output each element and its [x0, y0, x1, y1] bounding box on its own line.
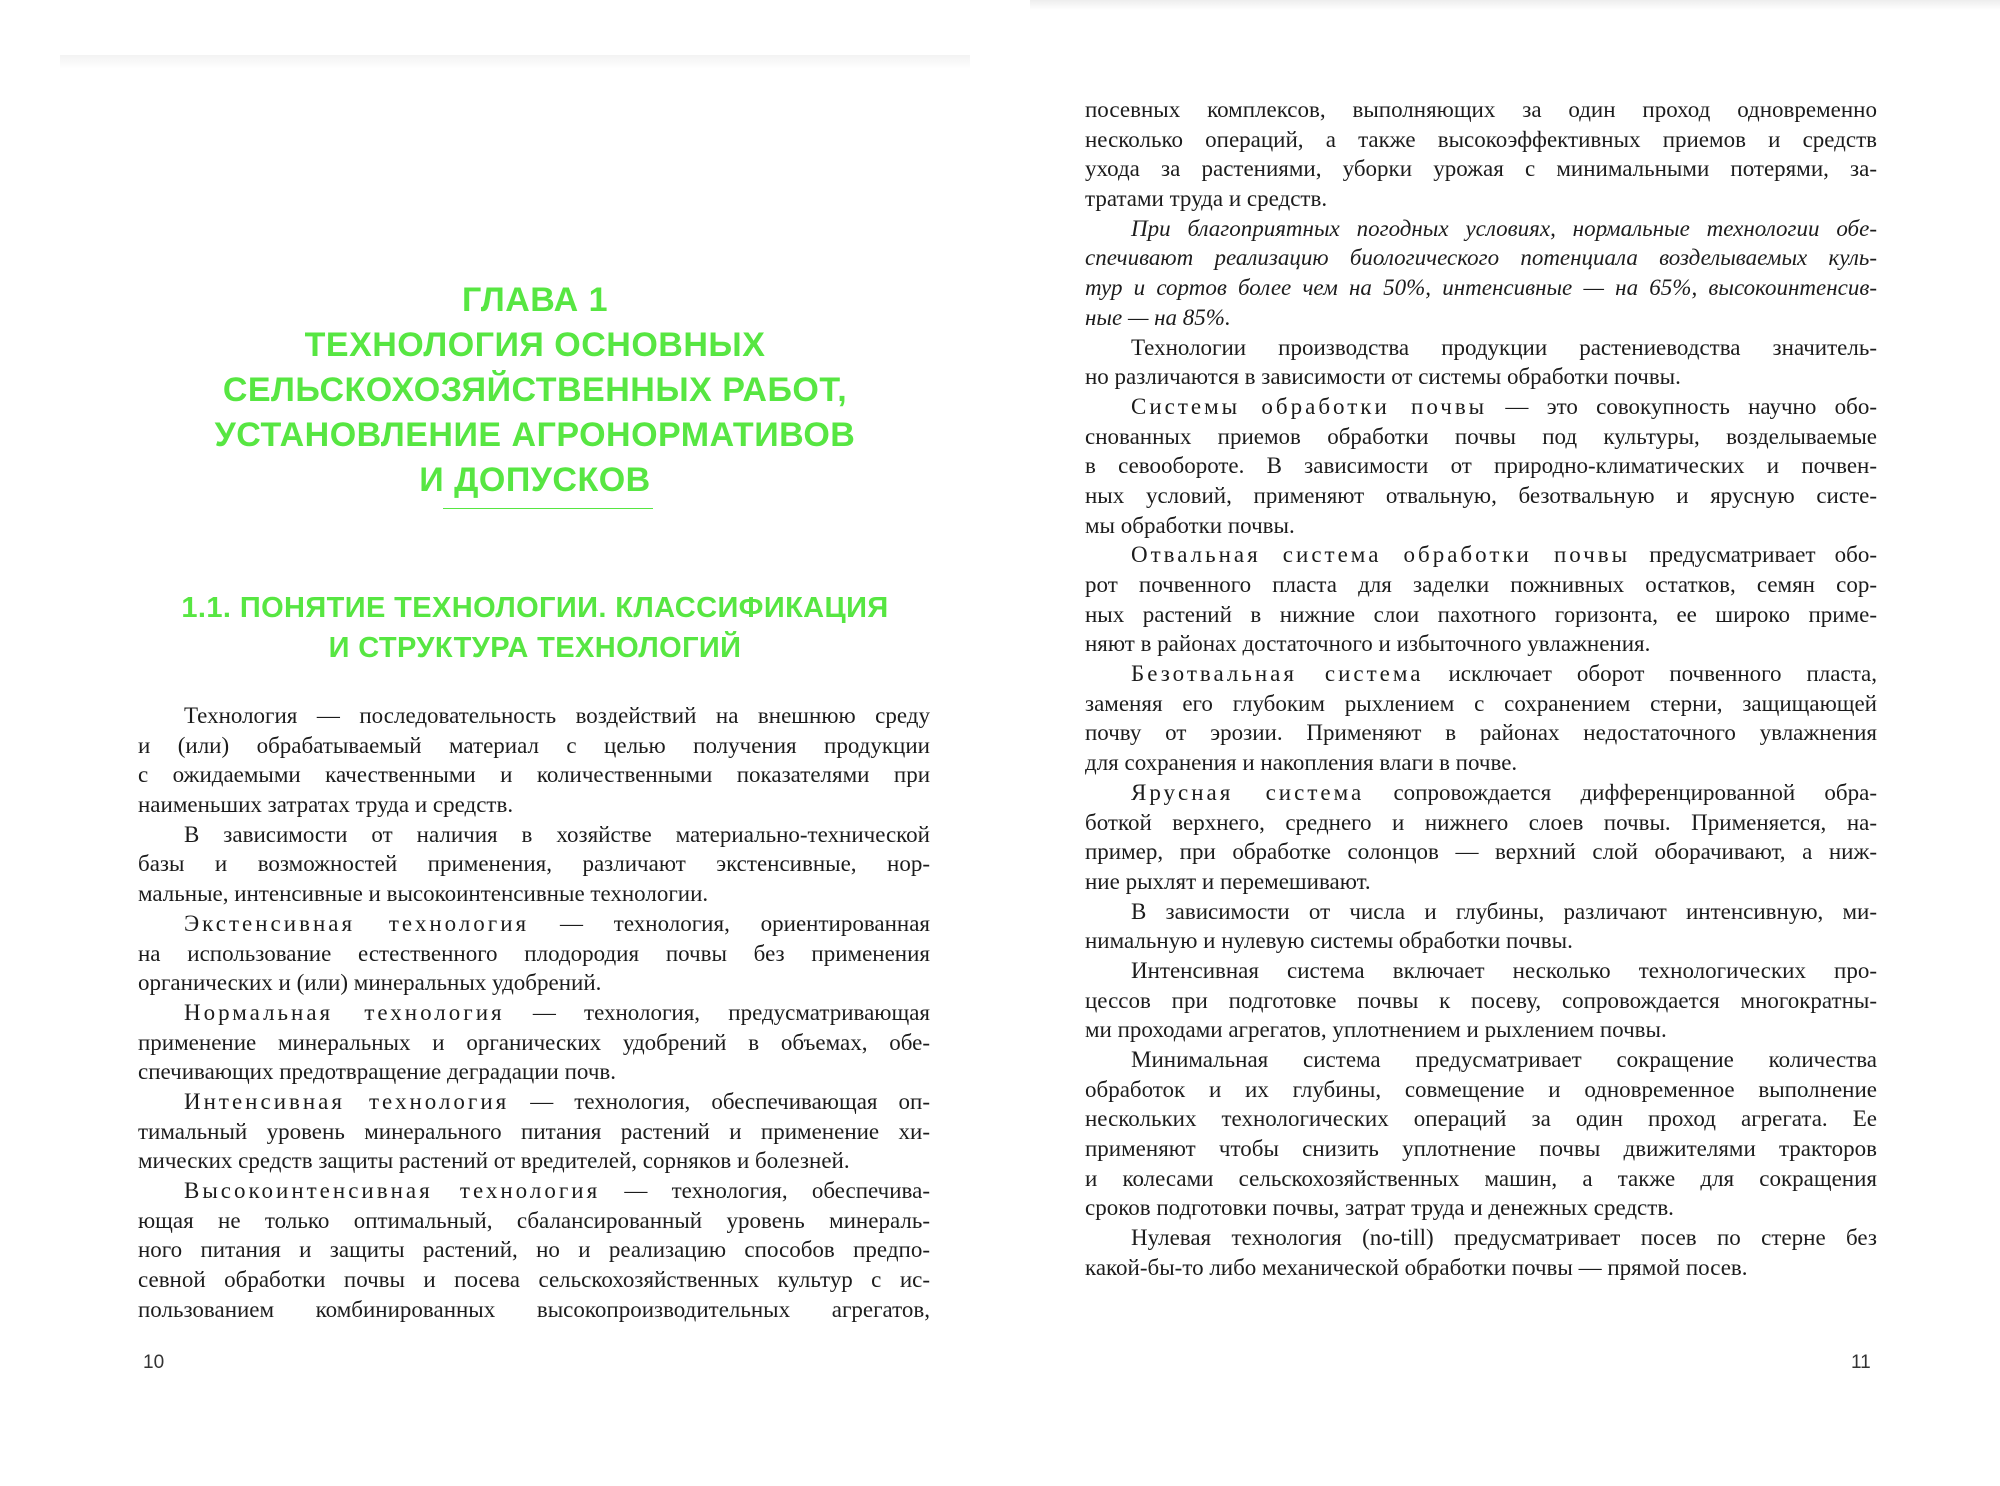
- text-line: тратами труда и средств.: [1085, 186, 1328, 212]
- text-line: Технологии производства продукции растениеводства значитель-: [1131, 334, 1877, 360]
- right-page: [1000, 0, 2000, 1486]
- text-line: пример, при обработке солонцов — верхний слой оборачивают, а ниж-: [1085, 839, 1877, 865]
- text-line: базы и возможностей применения, различают экстенсивные, нор-: [138, 851, 930, 877]
- text-line: сроков подготовки почвы, затрат труда и денежных средств.: [1085, 1195, 1674, 1221]
- text-line: но различаются в зависимости от системы обработки почвы.: [1085, 364, 1681, 390]
- chapter-title-line: УСТАНОВЛЕНИЕ АГРОНОРМАТИВОВ: [214, 416, 856, 454]
- text-line: тимальный уровень минерального питания растений и применение хи-: [138, 1118, 930, 1144]
- text-line: применение минеральных и органических удобрений в объемах, обе-: [138, 1029, 930, 1055]
- text-line: цессов при подготовке почвы к посеву, сопровождается многократны-: [1085, 987, 1877, 1013]
- text-line: В зависимости от наличия в хозяйстве материально-технической: [184, 821, 930, 847]
- text-line: с ожидаемыми качественными и количественными показателями при: [138, 762, 930, 788]
- text-line: мических средств защиты растений от вредителей, сорняков и болезней.: [138, 1148, 850, 1174]
- text-line: Минимальная система предусматривает сокращение количества: [1131, 1047, 1877, 1072]
- text-line: боткой верхнего, среднего и нижнего слоев почвы. Применяется, на-: [1085, 809, 1877, 835]
- term-non-moldboard-system: Безотвальная система: [1131, 661, 1424, 687]
- text-line: ных растений в нижние слои пахотного горизонта, ее широко приме-: [1085, 601, 1877, 627]
- term-extensive: Экстенсивная технология: [184, 910, 530, 936]
- right-body-text: [1085, 95, 1877, 1283]
- text-line: Нулевая технология (no-till) предусматривает посев по стерне без: [1131, 1225, 1877, 1251]
- text-line: ние рыхлят и перемешивают.: [1085, 868, 1371, 894]
- text-line: Интенсивная система включает несколько технологических про-: [1131, 957, 1877, 983]
- text-line: снованных приемов обработки почвы под культуры, возделываемые: [1085, 423, 1877, 449]
- text-line: какой-бы-то либо механической обработки почвы — прямой посев.: [1085, 1254, 1748, 1280]
- text-line: Ярусная система сопровождается дифференцированной обра-: [1131, 779, 1877, 805]
- text-line: пользованием комбинированных высокопроизводительных агрегатов,: [138, 1296, 930, 1322]
- text-line: Безотвальная система исключает оборот почвенного пласта,: [1131, 661, 1877, 687]
- text-line: и (или) обрабатываемый материал с целью получения продукции: [138, 732, 930, 758]
- term-normal: Нормальная технология: [184, 999, 505, 1025]
- text-line: няют в районах достаточного и избыточного увлажнения.: [1085, 631, 1651, 657]
- section-title: [140, 588, 930, 668]
- text-line: несколько операций, а также высокоэффективных приемов и средств: [1085, 126, 1877, 152]
- text-line: органических и (или) минеральных удобрений.: [138, 970, 602, 996]
- text-line: наименьших затратах труда и средств.: [138, 792, 514, 818]
- chapter-title-line: ТЕХНОЛОГИЯ ОСНОВНЫХ: [304, 326, 766, 364]
- text-line: Интенсивная технология — технология, обеспечивающая оп-: [184, 1088, 930, 1114]
- text-line: обработок и их глубины, совмещение и одновременное выполнение: [1085, 1076, 1877, 1102]
- text-line: мы обработки почвы.: [1085, 512, 1295, 538]
- term-tiered-system: Ярусная система: [1131, 779, 1365, 805]
- text-line: ухода за растениями, уборки урожая с минимальными потерями, за-: [1085, 156, 1877, 182]
- text-line: мальные, интенсивные и высокоинтенсивные технологии.: [138, 881, 709, 907]
- page-number-left: 10: [143, 1352, 165, 1373]
- text-line: заменяя его глубоким рыхлением с сохранением стерни, защищающей: [1085, 690, 1877, 716]
- text-line: в севообороте. В зависимости от природно-климатических и почвен-: [1085, 453, 1877, 479]
- chapter-divider: [443, 508, 653, 509]
- term-moldboard-system: Отвальная система обработки почвы: [1131, 542, 1631, 568]
- text-line-italic: тур и сортов более чем на 50%, интенсивные — на 65%, высокоинтенсив-: [1085, 275, 1877, 301]
- term-tillage-systems: Системы обработки почвы: [1131, 393, 1488, 419]
- text-line: ных условий, применяют отвальную, безотвальную и ярусную систе-: [1085, 482, 1877, 508]
- chapter-title-line: СЕЛЬСКОХОЗЯЙСТВЕННЫХ РАБОТ,: [222, 371, 848, 409]
- text-line: Технология — последовательность воздействий на внешнюю среду: [184, 703, 930, 728]
- left-body-text: [138, 701, 930, 1324]
- text-line-italic: спечивают реализацию биологического потенциала возделываемых куль-: [1085, 245, 1877, 271]
- text-line: нимальную и нулевую системы обработки почвы.: [1085, 928, 1573, 954]
- text-line: рот почвенного пласта для заделки пожнивных остатков, семян сор-: [1085, 572, 1877, 597]
- section-title-line: И СТРУКТУРА ТЕХНОЛОГИЙ: [328, 632, 742, 664]
- chapter-title-line: И ДОПУСКОВ: [419, 461, 651, 499]
- text-line: ющая не только оптимальный, сбалансированный уровень минераль-: [138, 1207, 930, 1233]
- text-line: почву от эрозии. Применяют в районах недостаточного увлажнения: [1085, 720, 1877, 746]
- chapter-title-line: ГЛАВА 1: [461, 281, 609, 319]
- chapter-title: [195, 278, 875, 503]
- text-line: и колесами сельскохозяйственных машин, а также для сокращения: [1085, 1165, 1877, 1191]
- section-title-line: 1.1. ПОНЯТИЕ ТЕХНОЛОГИИ. КЛАССИФИКАЦИЯ: [181, 592, 889, 624]
- text-line: ми проходами агрегатов, уплотнением и рыхлением почвы.: [1085, 1017, 1667, 1043]
- text-line: посевных комплексов, выполняющих за один проход одновременно: [1085, 97, 1877, 122]
- term-high-intensive: Высокоинтенсивная технология: [184, 1178, 601, 1203]
- text-line: Экстенсивная технология — технология, ориентированная: [184, 910, 931, 936]
- text-line: применяют чтобы снизить уплотнение почвы движителями тракторов: [1085, 1136, 1877, 1162]
- page-number-right: 11: [1851, 1352, 1871, 1373]
- text-line: Системы обработки почвы — это совокупность научно обо-: [1131, 393, 1877, 419]
- text-line: на использование естественного плодородия почвы без применения: [138, 940, 930, 966]
- text-line: для сохранения и накопления влаги в почве.: [1085, 750, 1518, 776]
- text-line: нескольких технологических операций за один проход агрегата. Ее: [1085, 1106, 1877, 1132]
- text-line: севной обработки почвы и посева сельскохозяйственных культур с ис-: [138, 1267, 930, 1293]
- text-line-italic: При благоприятных погодных условиях, нормальные технологии обе-: [1131, 215, 1877, 241]
- text-line: В зависимости от числа и глубины, различают интенсивную, ми-: [1131, 898, 1877, 924]
- text-line-italic: ные — на 85%.: [1085, 304, 1231, 330]
- text-line: Нормальная технология — технология, предусматривающая: [184, 999, 930, 1025]
- term-intensive: Интенсивная технология: [184, 1088, 510, 1114]
- text-line: ного питания и защиты растений, но и реализацию способов предпо-: [138, 1237, 930, 1263]
- text-line: Отвальная система обработки почвы предусматривает обо-: [1131, 542, 1877, 568]
- text-line: спечивающих предотвращение деградации почв.: [138, 1059, 617, 1085]
- text-line: Высокоинтенсивная технология — технология, обеспечива-: [184, 1178, 930, 1203]
